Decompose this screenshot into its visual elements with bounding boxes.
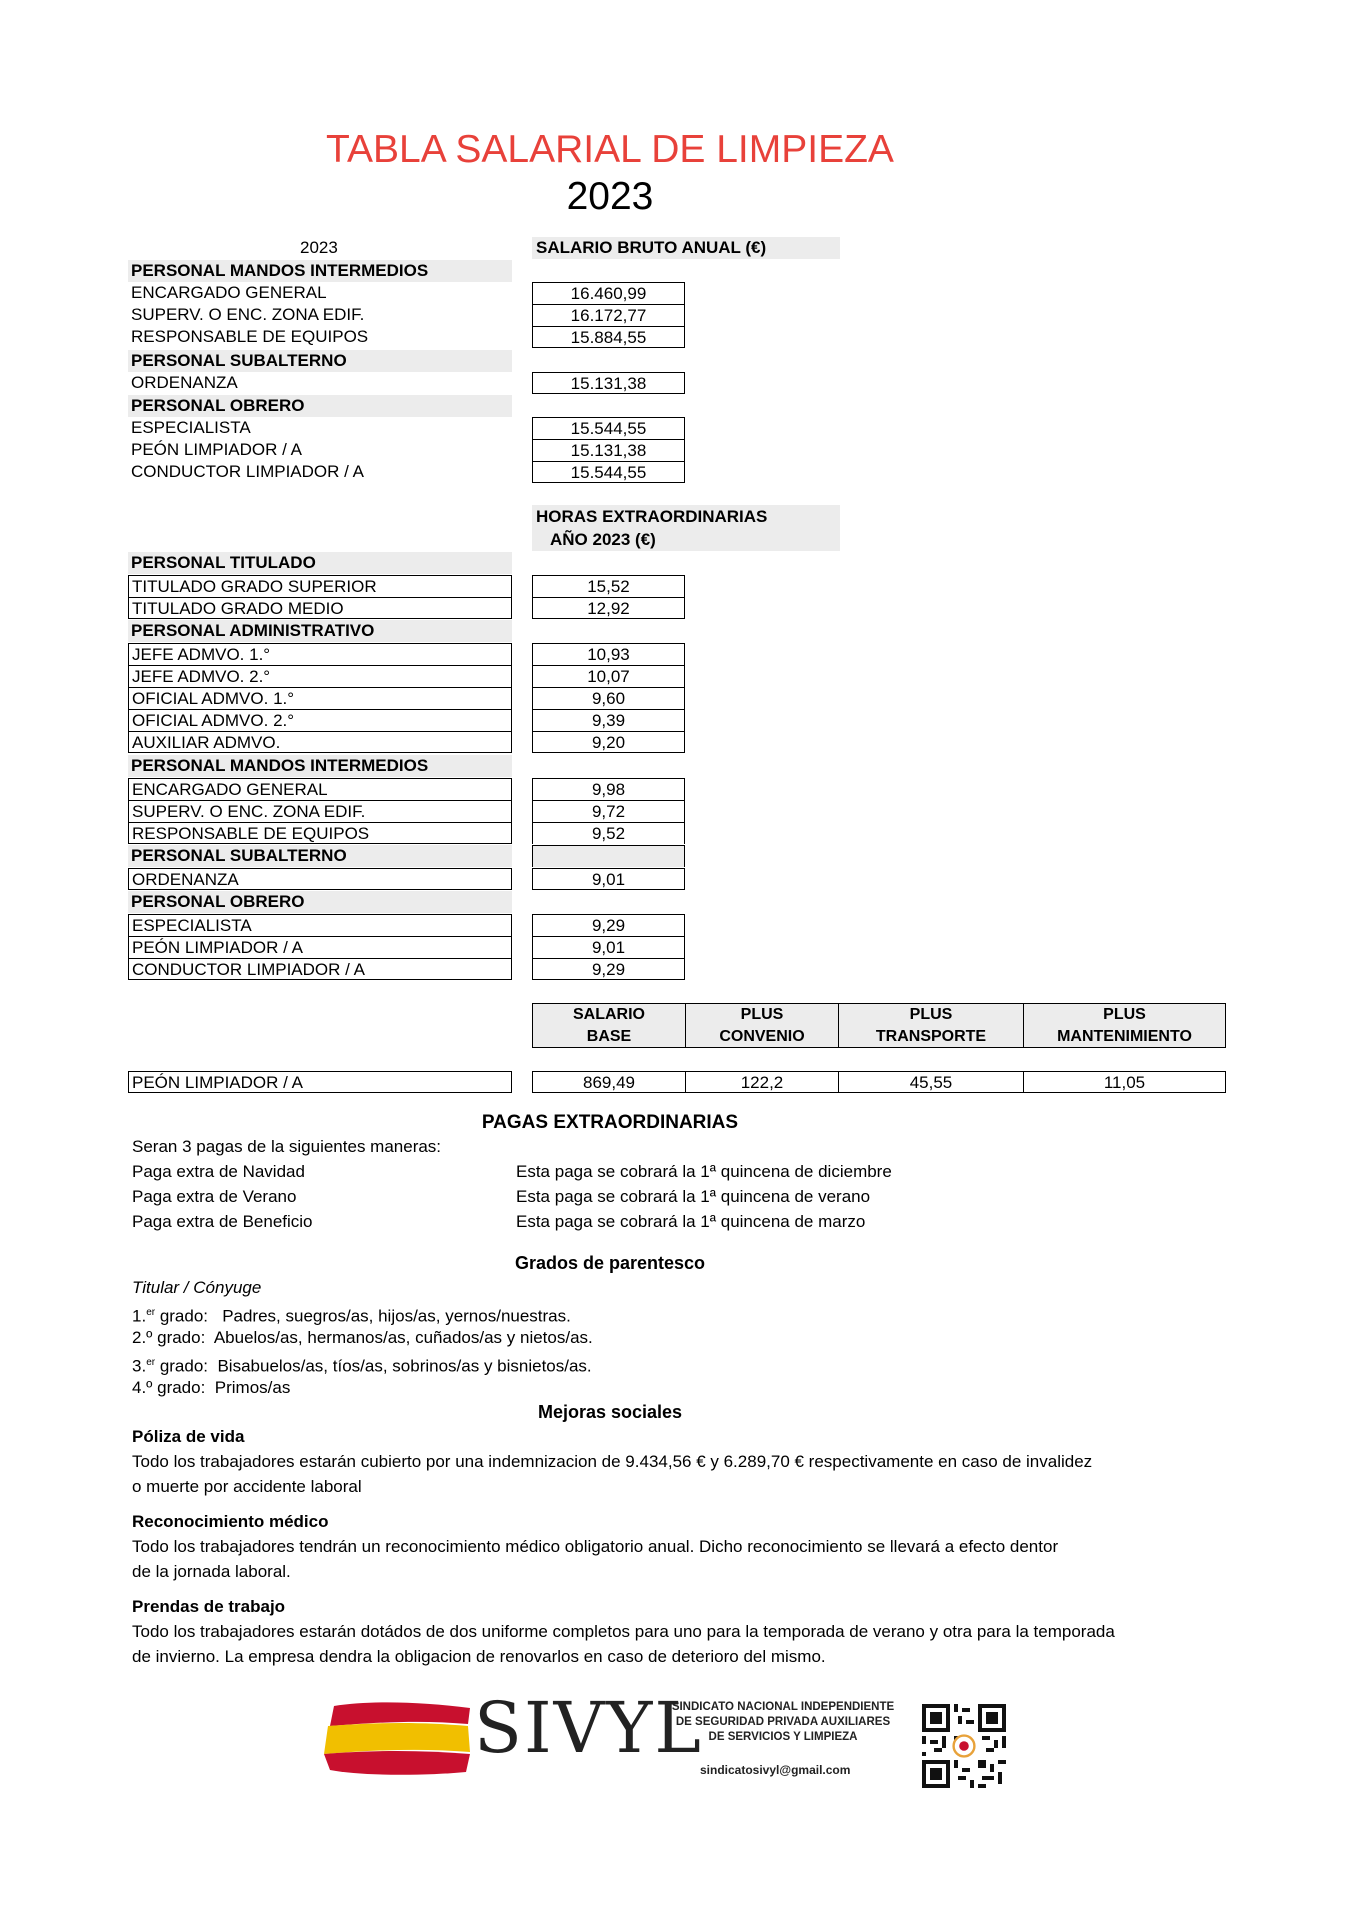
t3-value-salario-base: 869,49: [532, 1071, 685, 1093]
paga-name: Paga extra de Beneficio: [132, 1212, 313, 1231]
page-title: TABLA SALARIAL DE LIMPIEZA: [326, 128, 894, 171]
t1-row-value: 15.544,55: [532, 461, 685, 483]
grado-item: 1.$^{er}$ grado: Padres, suegros/as, hijos/as, yernos/nuestras.: [132, 1306, 571, 1326]
spain-flag-icon: [322, 1700, 472, 1780]
pagas-intro: Seran 3 pagas de la siguientes maneras:: [132, 1137, 442, 1156]
t1-row-value: 15.131,38: [532, 372, 685, 394]
t2-row-value: 9,52: [532, 822, 685, 844]
paga-desc: Esta paga se cobrará la 1ª quincena de diciembre: [516, 1162, 892, 1181]
t2-row-label: ENCARGADO GENERAL: [128, 778, 512, 800]
recon-line: Todo los trabajadores tendrán un reconocimiento médico obligatorio anual. Dicho reconocimiento se llevará a efecto dentor: [132, 1537, 1059, 1556]
t1-section-obrero: PERSONAL OBRERO: [128, 395, 512, 417]
t2-row-label: RESPONSABLE DE EQUIPOS: [128, 822, 512, 844]
t1-row-label: ESPECIALISTA: [131, 418, 251, 437]
grado-item: 2.º grado: Abuelos/as, hermanos/as, cuñados/as y nietos/as.: [132, 1328, 593, 1347]
t2-row-value: 9,72: [532, 800, 685, 822]
qr-code-icon: [922, 1704, 1006, 1788]
poliza-line: Todo los trabajadores estarán cubierto por una indemnizacion de 9.434,56 € y 6.289,70 € respectivamente en caso de invalidez: [132, 1452, 1093, 1471]
t1-row-value: 15.544,55: [532, 417, 685, 439]
t2-row-label: AUXILIAR ADMVO.: [128, 731, 512, 753]
t2-row-label: ESPECIALISTA: [128, 914, 512, 936]
t2-section-subalterno: PERSONAL SUBALTERNO: [128, 845, 512, 867]
table1-column-header: SALARIO BRUTO ANUAL (€): [536, 238, 767, 257]
paga-desc: Esta paga se cobrará la 1ª quincena de marzo: [516, 1212, 866, 1231]
t3-value-plus-transporte: 45,55: [838, 1071, 1023, 1093]
t1-row-label: SUPERV. O ENC. ZONA EDIF.: [131, 305, 365, 324]
grados-heading: Grados de parentesco: [514, 1253, 706, 1273]
org-email: sindicatosivyl@gmail.com: [700, 1763, 851, 1777]
t2-row-value: 9,39: [532, 709, 685, 731]
t2-row-label: ORDENANZA: [128, 868, 512, 890]
t2-row-value: 10,07: [532, 665, 685, 687]
t2-row-value: 9,20: [532, 731, 685, 753]
t2-section-titulado: PERSONAL TITULADO: [128, 552, 512, 574]
t1-row-label: CONDUCTOR LIMPIADOR / A: [131, 462, 364, 481]
t1-row-value: 16.172,77: [532, 304, 685, 326]
t1-row-label: RESPONSABLE DE EQUIPOS: [131, 327, 369, 346]
t2-row-value: 9,60: [532, 687, 685, 709]
poliza-line: o muerte por accidente laboral: [132, 1477, 362, 1496]
prendas-line: de invierno. La empresa dendra la obligacion de renovarlos en caso de deterioro del mismo.: [132, 1647, 826, 1666]
prendas-title: Prendas de trabajo: [132, 1597, 286, 1616]
recon-line: de la jornada laboral.: [132, 1562, 291, 1581]
t3-row-label: PEÓN LIMPIADOR / A: [128, 1071, 512, 1093]
paga-name: Paga extra de Navidad: [132, 1162, 305, 1181]
t2-row-label: JEFE ADMVO. 1.°: [128, 643, 512, 665]
t2-row-label: OFICIAL ADMVO. 2.°: [128, 709, 512, 731]
grado-item: 4.º grado: Primos/as: [132, 1378, 291, 1397]
t3-header-salario-base: SALARIO BASE: [532, 1003, 685, 1048]
t2-section-administrativo: PERSONAL ADMINISTRATIVO: [128, 620, 512, 642]
t1-row-value: 15.884,55: [532, 326, 685, 348]
t3-header-plus-convenio: PLUS CONVENIO: [685, 1003, 838, 1048]
t2-row-value: 15,52: [532, 575, 685, 597]
t2-row-label: CONDUCTOR LIMPIADOR / A: [128, 958, 512, 980]
t2-row-label: JEFE ADMVO. 2.°: [128, 665, 512, 687]
mejoras-heading: Mejoras sociales: [537, 1402, 683, 1422]
org-name: SINDICATO NACIONAL INDEPENDIENTE DE SEGURIDAD PRIVADA AUXILIARES DE SERVICIOS Y LIMPIEZA: [671, 1701, 895, 1743]
t1-section-mandos: PERSONAL MANDOS INTERMEDIOS: [128, 260, 512, 282]
t1-section-subalterno: PERSONAL SUBALTERNO: [128, 350, 512, 372]
t3-value-plus-mantenimiento: 11,05: [1023, 1071, 1226, 1093]
t2-subalterno-blank: [532, 845, 685, 867]
t2-row-label: TITULADO GRADO SUPERIOR: [128, 575, 512, 597]
t2-row-value: 9,98: [532, 778, 685, 800]
paga-name: Paga extra de Verano: [132, 1187, 297, 1206]
t1-row-label: ORDENANZA: [131, 373, 238, 392]
t2-row-value: 12,92: [532, 597, 685, 619]
t3-value-plus-convenio: 122,2: [685, 1071, 838, 1093]
poliza-title: Póliza de vida: [132, 1427, 245, 1446]
t2-row-value: 9,01: [532, 936, 685, 958]
grado-item: 3.$^{er}$ grado: Bisabuelos/as, tíos/as, sobrinos/as y bisnietos/as.: [132, 1356, 592, 1376]
t1-row-label: ENCARGADO GENERAL: [131, 283, 327, 302]
t2-section-obrero: PERSONAL OBRERO: [128, 891, 512, 913]
pagas-heading: PAGAS EXTRAORDINARIAS: [481, 1112, 739, 1133]
t2-row-value: 9,01: [532, 868, 685, 890]
t1-row-label: PEÓN LIMPIADOR / A: [131, 440, 302, 459]
t2-row-label: TITULADO GRADO MEDIO: [128, 597, 512, 619]
sivyl-logo-text: SIVYL: [474, 1687, 703, 1769]
paga-desc: Esta paga se cobrará la 1ª quincena de verano: [516, 1187, 871, 1206]
t2-section-mandos: PERSONAL MANDOS INTERMEDIOS: [128, 755, 512, 777]
t2-row-value: 10,93: [532, 643, 685, 665]
prendas-line: Todo los trabajadores estarán dotádos de dos uniforme completos para uno para la temporada de verano y otra para la temporada: [132, 1622, 1115, 1641]
t1-row-value: 15.131,38: [532, 439, 685, 461]
t2-row-value: 9,29: [532, 958, 685, 980]
t3-header-plus-transporte: PLUS TRANSPORTE: [838, 1003, 1023, 1048]
table1-year-label: 2023: [300, 238, 338, 257]
table2-header-line1: HORAS EXTRAORDINARIAS: [536, 507, 768, 526]
page-year: 2023: [566, 175, 654, 218]
grados-subtitle: Titular / Cónyuge: [132, 1278, 262, 1297]
t3-header-plus-mantenimiento: PLUS MANTENIMIENTO: [1023, 1003, 1226, 1048]
t2-row-label: PEÓN LIMPIADOR / A: [128, 936, 512, 958]
t2-row-label: OFICIAL ADMVO. 1.°: [128, 687, 512, 709]
table2-header-line2: AÑO 2023 (€): [550, 530, 656, 549]
recon-title: Reconocimiento médico: [132, 1512, 329, 1531]
t2-row-value: 9,29: [532, 914, 685, 936]
t2-row-label: SUPERV. O ENC. ZONA EDIF.: [128, 800, 512, 822]
t1-row-value: 16.460,99: [532, 282, 685, 304]
